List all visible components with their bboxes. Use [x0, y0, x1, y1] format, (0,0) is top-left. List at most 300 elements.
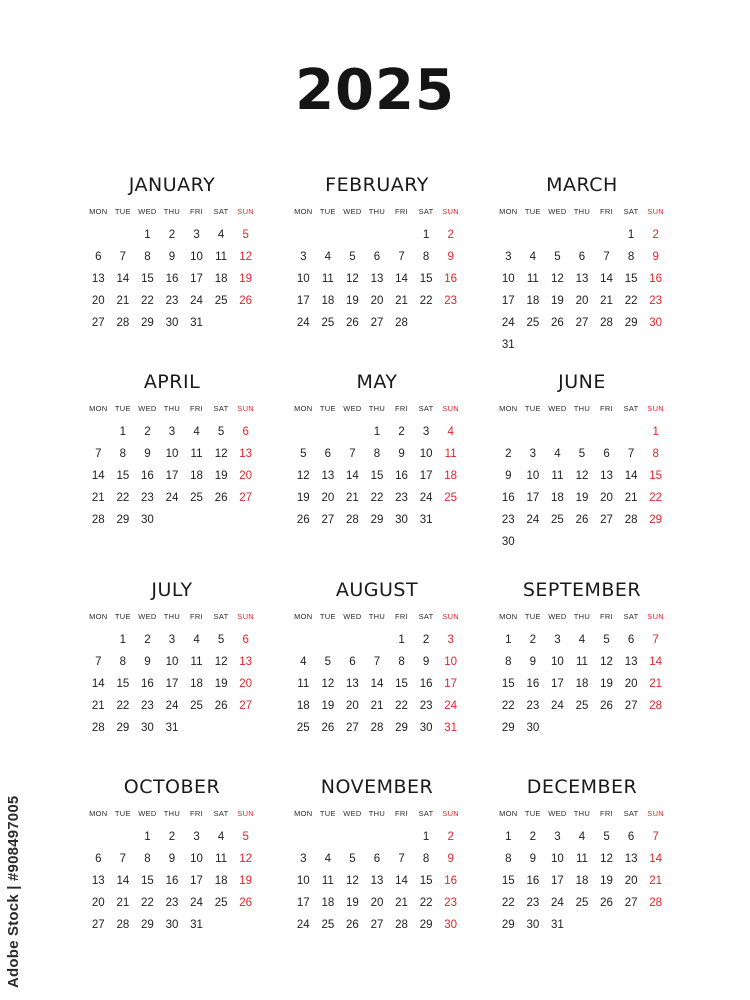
empty-cell — [86, 421, 111, 443]
day-cell: 30 — [165, 317, 179, 329]
day-cell: 12 — [239, 251, 253, 263]
day-cell: 14 — [91, 470, 105, 482]
day-cell: 14 — [649, 853, 663, 865]
day-cell: 10 — [551, 853, 564, 865]
day-cell: 11 — [551, 470, 564, 482]
day-cell: 14 — [116, 875, 130, 887]
weekday-fri: FRI — [190, 808, 204, 818]
day-cell: 30 — [649, 317, 663, 329]
empty-cell — [291, 421, 316, 443]
day-cell: 30 — [141, 514, 154, 526]
day-cell: 6 — [373, 853, 381, 865]
weekday-thu: THU — [163, 403, 181, 413]
empty-cell — [389, 224, 414, 246]
weekday-fri: FRI — [600, 206, 614, 216]
day-cell: 28 — [600, 317, 613, 329]
day-cell: 11 — [575, 853, 588, 865]
weekday-thu: THU — [163, 206, 181, 216]
day-cell: 19 — [239, 273, 253, 285]
day-cell: 31 — [419, 514, 433, 526]
day-cell: 12 — [575, 470, 589, 482]
weekday-tue: TUE — [114, 611, 131, 621]
day-cell: 23 — [165, 295, 179, 307]
weekday-mon: MON — [89, 611, 108, 621]
weekday-thu: THU — [368, 611, 386, 621]
day-cell: 27 — [239, 492, 253, 504]
day-cell: 7 — [627, 448, 635, 460]
day-cell: 13 — [370, 273, 384, 285]
day-cell: 29 — [116, 722, 130, 734]
day-cell: 13 — [624, 656, 638, 668]
day-cell: 13 — [91, 273, 105, 285]
day-cell: 9 — [529, 656, 537, 668]
day-cell: 23 — [526, 897, 540, 909]
day-cell: 2 — [144, 634, 151, 646]
day-cell: 19 — [296, 492, 310, 504]
day-cell: 3 — [193, 831, 200, 843]
day-grid — [291, 421, 463, 531]
year-title: 2025 — [295, 58, 455, 123]
day-cell: 25 — [551, 514, 564, 526]
day-cell: 27 — [346, 722, 359, 734]
month-september — [496, 577, 668, 739]
day-cell: 24 — [190, 295, 203, 307]
day-cell: 22 — [116, 492, 130, 504]
day-cell: 10 — [501, 273, 515, 285]
month-december — [496, 774, 668, 936]
day-cell: 2 — [168, 229, 176, 241]
day-cell: 4 — [324, 251, 332, 263]
day-cell: 28 — [395, 317, 408, 329]
day-grid — [291, 826, 463, 936]
weekday-tue: TUE — [114, 206, 131, 216]
day-cell: 20 — [91, 295, 105, 307]
day-cell: 3 — [193, 229, 200, 241]
day-cell: 9 — [652, 251, 659, 263]
day-cell: 30 — [165, 919, 179, 931]
day-cell: 27 — [600, 514, 613, 526]
day-cell: 16 — [419, 678, 433, 690]
day-cell: 26 — [346, 317, 359, 329]
day-grid — [496, 629, 668, 739]
day-cell: 3 — [168, 426, 176, 438]
weekday-mon: MON — [499, 808, 518, 818]
day-cell: 14 — [116, 273, 130, 285]
day-cell: 5 — [242, 831, 249, 843]
weekday-tue: TUE — [319, 206, 336, 216]
day-cell: 11 — [444, 448, 457, 460]
weekday-thu: THU — [368, 206, 386, 216]
day-cell: 1 — [144, 831, 151, 843]
empty-cell — [365, 629, 390, 651]
day-cell: 24 — [190, 897, 203, 909]
day-grid — [291, 629, 463, 739]
day-cell: 25 — [526, 317, 540, 329]
weekday-fri: FRI — [600, 808, 614, 818]
weekday-mon: MON — [89, 808, 108, 818]
empty-cell — [316, 826, 341, 848]
weekday-wed: WED — [548, 611, 567, 621]
weekday-sat: SAT — [623, 611, 639, 621]
day-cell: 6 — [627, 831, 635, 843]
empty-cell — [340, 224, 365, 246]
day-cell: 8 — [652, 448, 659, 460]
day-cell: 13 — [91, 875, 105, 887]
day-cell: 2 — [529, 634, 537, 646]
day-cell: 22 — [419, 295, 433, 307]
day-cell: 2 — [505, 448, 512, 460]
day-cell: 16 — [649, 273, 663, 285]
day-cell: 1 — [652, 426, 659, 438]
day-cell: 15 — [141, 273, 154, 285]
day-cell: 11 — [190, 656, 203, 668]
day-cell: 15 — [649, 470, 663, 482]
empty-cell — [496, 224, 521, 246]
day-cell: 27 — [370, 919, 384, 931]
day-cell: 17 — [296, 295, 310, 307]
day-cell: 18 — [321, 295, 335, 307]
day-cell: 9 — [168, 853, 176, 865]
day-cell: 10 — [419, 448, 433, 460]
weekday-header — [86, 804, 258, 822]
day-cell: 15 — [395, 678, 408, 690]
day-cell: 19 — [321, 700, 335, 712]
weekday-wed: WED — [138, 206, 157, 216]
day-cell: 3 — [422, 426, 430, 438]
day-cell: 25 — [214, 897, 228, 909]
watermark-text: Adobe Stock | #908497005 — [5, 795, 22, 988]
weekday-sat: SAT — [418, 206, 434, 216]
day-cell: 11 — [297, 678, 310, 690]
day-cell: 3 — [505, 251, 512, 263]
day-cell: 14 — [600, 273, 613, 285]
weekday-tue: TUE — [319, 808, 336, 818]
month-title: DECEMBER — [526, 776, 638, 798]
day-cell: 20 — [91, 897, 105, 909]
day-cell: 24 — [551, 897, 564, 909]
day-cell: 1 — [373, 426, 381, 438]
month-title: MAY — [356, 371, 398, 393]
day-cell: 8 — [505, 656, 512, 668]
weekday-thu: THU — [368, 808, 386, 818]
day-cell: 8 — [144, 853, 151, 865]
day-cell: 6 — [242, 426, 249, 438]
day-cell: 12 — [321, 678, 335, 690]
weekday-wed: WED — [548, 403, 567, 413]
weekday-header — [291, 202, 463, 220]
day-cell: 21 — [649, 678, 663, 690]
weekday-tue: TUE — [524, 403, 541, 413]
day-cell: 7 — [652, 831, 659, 843]
empty-cell — [291, 224, 316, 246]
day-cell: 10 — [444, 656, 458, 668]
day-cell: 5 — [578, 448, 586, 460]
day-cell: 16 — [444, 273, 458, 285]
empty-cell — [111, 826, 136, 848]
day-cell: 18 — [575, 678, 589, 690]
day-cell: 5 — [217, 634, 225, 646]
day-cell: 29 — [419, 919, 433, 931]
day-cell: 18 — [526, 295, 540, 307]
weekday-tue: TUE — [114, 808, 131, 818]
day-cell: 20 — [321, 492, 335, 504]
month-april — [86, 369, 258, 531]
day-cell: 20 — [239, 470, 253, 482]
day-cell: 26 — [321, 722, 335, 734]
day-cell: 16 — [395, 470, 408, 482]
day-cell: 21 — [116, 897, 130, 909]
empty-cell — [365, 826, 390, 848]
day-cell: 8 — [398, 656, 405, 668]
day-cell: 4 — [217, 229, 225, 241]
weekday-sun: SUN — [442, 206, 460, 216]
weekday-header — [496, 399, 668, 417]
day-cell: 30 — [501, 536, 515, 548]
weekday-fri: FRI — [190, 611, 204, 621]
empty-cell — [86, 826, 111, 848]
month-title: AUGUST — [335, 579, 419, 601]
day-cell: 7 — [349, 448, 356, 460]
day-cell: 21 — [346, 492, 359, 504]
day-cell: 19 — [551, 295, 564, 307]
day-cell: 9 — [505, 470, 512, 482]
weekday-tue: TUE — [319, 403, 336, 413]
month-title: APRIL — [143, 371, 201, 393]
day-cell: 18 — [575, 875, 589, 887]
day-cell: 12 — [600, 853, 613, 865]
day-cell: 29 — [141, 919, 154, 931]
day-cell: 9 — [168, 251, 176, 263]
day-cell: 7 — [373, 656, 381, 668]
weekday-sat: SAT — [623, 808, 639, 818]
day-cell: 3 — [168, 634, 176, 646]
weekday-sun: SUN — [647, 611, 665, 621]
day-cell: 5 — [300, 448, 307, 460]
day-cell: 18 — [214, 273, 228, 285]
empty-cell — [570, 224, 595, 246]
day-cell: 29 — [649, 514, 663, 526]
day-cell: 20 — [600, 492, 613, 504]
weekday-fri: FRI — [600, 403, 614, 413]
weekday-tue: TUE — [114, 403, 131, 413]
day-cell: 25 — [190, 492, 203, 504]
day-cell: 24 — [526, 514, 540, 526]
day-cell: 12 — [214, 656, 228, 668]
weekday-fri: FRI — [190, 403, 204, 413]
empty-cell — [316, 224, 341, 246]
weekday-mon: MON — [89, 403, 108, 413]
day-cell: 8 — [373, 448, 381, 460]
day-cell: 12 — [296, 470, 310, 482]
day-cell: 17 — [551, 678, 564, 690]
weekday-sat: SAT — [213, 206, 229, 216]
empty-cell — [521, 421, 546, 443]
day-cell: 1 — [505, 831, 512, 843]
weekday-fri: FRI — [395, 403, 409, 413]
day-cell: 27 — [91, 919, 105, 931]
day-cell: 8 — [627, 251, 635, 263]
day-cell: 29 — [501, 919, 515, 931]
month-january — [86, 172, 258, 334]
stock-watermark — [2, 760, 24, 990]
month-title: FEBRUARY — [325, 174, 429, 196]
day-cell: 9 — [144, 448, 151, 460]
empty-cell — [86, 224, 111, 246]
day-cell: 22 — [116, 700, 130, 712]
day-cell: 4 — [193, 426, 200, 438]
day-cell: 8 — [505, 853, 512, 865]
day-cell: 21 — [395, 295, 408, 307]
day-cell: 30 — [395, 514, 408, 526]
weekday-wed: WED — [548, 206, 567, 216]
weekday-sun: SUN — [442, 403, 460, 413]
day-cell: 16 — [165, 273, 179, 285]
day-cell: 3 — [300, 853, 307, 865]
day-cell: 31 — [551, 919, 564, 931]
day-cell: 13 — [239, 656, 253, 668]
day-cell: 11 — [215, 853, 228, 865]
day-cell: 24 — [165, 700, 179, 712]
day-cell: 25 — [321, 317, 335, 329]
day-cell: 29 — [141, 317, 154, 329]
empty-cell — [521, 224, 546, 246]
month-title: JUNE — [558, 371, 606, 393]
weekday-mon: MON — [499, 206, 518, 216]
day-cell: 7 — [119, 251, 127, 263]
day-cell: 20 — [370, 897, 384, 909]
day-cell: 28 — [649, 897, 663, 909]
weekday-wed: WED — [343, 808, 362, 818]
day-cell: 9 — [529, 853, 537, 865]
day-cell: 23 — [141, 700, 154, 712]
day-cell: 6 — [627, 634, 635, 646]
day-cell: 16 — [501, 492, 515, 504]
day-cell: 4 — [578, 831, 586, 843]
day-cell: 28 — [649, 700, 663, 712]
day-cell: 10 — [296, 875, 310, 887]
day-cell: 26 — [214, 700, 228, 712]
weekday-fri: FRI — [395, 611, 409, 621]
month-may — [291, 369, 463, 531]
day-grid — [291, 224, 463, 334]
day-cell: 12 — [346, 273, 359, 285]
weekday-tue: TUE — [524, 808, 541, 818]
empty-cell — [545, 224, 570, 246]
day-cell: 20 — [370, 295, 384, 307]
day-cell: 25 — [214, 295, 228, 307]
weekday-sat: SAT — [418, 403, 434, 413]
day-cell: 2 — [144, 426, 151, 438]
day-cell: 4 — [529, 251, 537, 263]
day-cell: 26 — [346, 919, 359, 931]
weekday-sun: SUN — [442, 611, 460, 621]
day-cell: 5 — [603, 831, 610, 843]
empty-cell — [570, 421, 595, 443]
day-cell: 24 — [296, 919, 310, 931]
day-cell: 17 — [444, 678, 458, 690]
day-cell: 10 — [190, 251, 203, 263]
weekday-sun: SUN — [647, 808, 665, 818]
day-cell: 31 — [444, 722, 458, 734]
day-cell: 2 — [447, 229, 454, 241]
day-cell: 28 — [395, 919, 408, 931]
day-cell: 18 — [190, 678, 203, 690]
weekday-thu: THU — [573, 403, 591, 413]
weekday-wed: WED — [138, 403, 157, 413]
month-title: MARCH — [546, 174, 618, 196]
empty-cell — [340, 629, 365, 651]
day-cell: 1 — [144, 229, 151, 241]
weekday-fri: FRI — [395, 206, 409, 216]
day-cell: 14 — [395, 273, 408, 285]
weekday-sun: SUN — [237, 611, 255, 621]
weekday-thu: THU — [573, 206, 591, 216]
day-cell: 19 — [346, 897, 359, 909]
weekday-header — [291, 399, 463, 417]
day-cell: 17 — [165, 678, 179, 690]
month-november — [291, 774, 463, 936]
day-cell: 3 — [554, 831, 561, 843]
day-cell: 9 — [144, 656, 151, 668]
day-cell: 7 — [95, 448, 102, 460]
day-cell: 8 — [422, 853, 430, 865]
weekday-sat: SAT — [623, 206, 639, 216]
day-cell: 28 — [116, 317, 130, 329]
day-cell: 22 — [395, 700, 408, 712]
empty-cell — [316, 629, 341, 651]
day-cell: 27 — [624, 700, 638, 712]
day-cell: 31 — [190, 919, 203, 931]
day-cell: 12 — [600, 656, 613, 668]
day-cell: 24 — [501, 317, 515, 329]
weekday-header — [496, 202, 668, 220]
day-cell: 15 — [141, 875, 154, 887]
day-cell: 18 — [444, 470, 458, 482]
empty-cell — [291, 629, 316, 651]
weekday-sun: SUN — [647, 403, 665, 413]
day-cell: 16 — [444, 875, 458, 887]
day-cell: 27 — [239, 700, 253, 712]
day-cell: 1 — [398, 634, 405, 646]
day-cell: 14 — [395, 875, 408, 887]
day-cell: 16 — [526, 875, 540, 887]
day-cell: 23 — [501, 514, 515, 526]
day-cell: 24 — [419, 492, 433, 504]
day-cell: 22 — [141, 295, 154, 307]
day-cell: 17 — [190, 273, 203, 285]
weekday-sat: SAT — [418, 611, 434, 621]
day-grid — [496, 421, 668, 553]
day-cell: 7 — [603, 251, 610, 263]
month-title: SEPTEMBER — [522, 579, 642, 601]
day-cell: 14 — [346, 470, 359, 482]
day-cell: 25 — [190, 700, 203, 712]
weekday-header — [291, 804, 463, 822]
day-cell: 6 — [603, 448, 610, 460]
day-cell: 4 — [193, 634, 200, 646]
empty-cell — [316, 421, 341, 443]
day-cell: 21 — [649, 875, 663, 887]
weekday-header — [496, 607, 668, 625]
day-cell: 13 — [346, 678, 359, 690]
day-grid — [86, 224, 258, 334]
day-cell: 1 — [422, 229, 430, 241]
weekday-sat: SAT — [623, 403, 639, 413]
day-cell: 5 — [217, 426, 225, 438]
weekday-sat: SAT — [213, 611, 229, 621]
day-cell: 9 — [422, 656, 430, 668]
day-cell: 7 — [398, 853, 405, 865]
